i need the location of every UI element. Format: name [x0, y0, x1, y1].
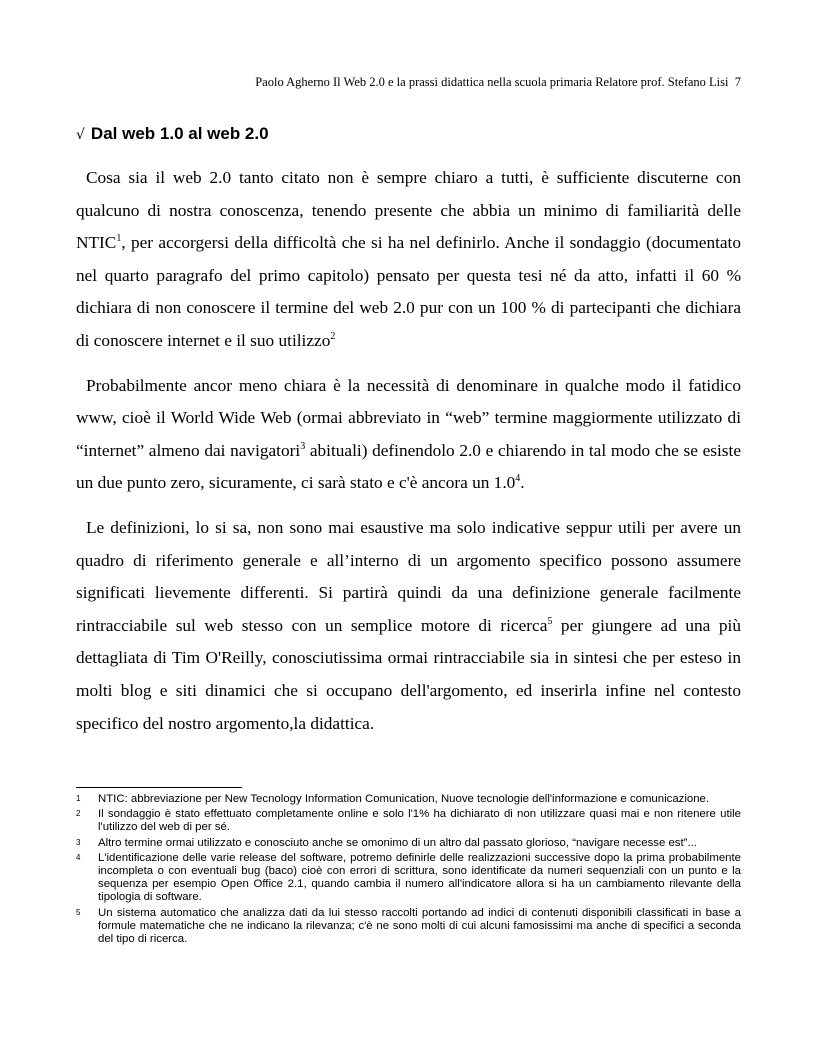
footnote-number: 1: [76, 794, 81, 803]
section-title: Dal web 1.0 al web 2.0: [90, 124, 269, 143]
footnote-3: [76, 837, 741, 850]
section-heading: [76, 124, 741, 144]
footnote-1: [76, 793, 741, 806]
footnote-ref-4[interactable]: 4: [515, 473, 521, 485]
footnote-text: Altro termine ormai utilizzato e conosciuto anche se omonimo di un altro dal passato glorioso, “navigare necesse est”...: [98, 836, 697, 849]
footnote-4: [76, 852, 741, 905]
footnote-ref-1[interactable]: 1: [116, 233, 122, 245]
footnote-2: [76, 808, 741, 834]
footnote-5: [76, 907, 741, 947]
footnote-text: Il sondaggio è stato effettuato completamente online e solo l'1% ha dichiarato di non utilizzare quasi mai e non ritenere utile l'utilizzo del web di per sé.: [98, 808, 741, 834]
footnote-text: NTIC: abbreviazione per New Tecnology Information Comunication, Nuove tecnologie dell'informazione e comunicazione.: [98, 793, 710, 805]
paragraph-2-text-a: Probabilmente ancor meno chiara è la necessità di denominare in qualche modo il fatidico www, cioè il World Wide Web (ormai abbreviato in “web” termine maggiormente utilizzato di “internet” almeno dai navigatori: [76, 375, 741, 460]
paragraph-3-text-b: per giungere ad una più dettagliata di Tim O'Reilly, conosciutissima ormai rintracciabile sia in sintesi che per esteso in molti blog e siti dinamici che si occupano dell'argomento, ed inserirla infine nel contesto specifico del nostro argomento,la didattica.: [76, 615, 741, 733]
footnotes: [76, 793, 741, 948]
paragraph-3: [76, 512, 741, 740]
footnote-text: L'identificazione delle varie release del software, potremo definirle delle realizzazioni successive dopo la prima probabilmente incompleta o con eventuali bug (baco) cioè con errori di scrittura, sono identificate da numeri sequenziali con un punto e la sequenza per esempio Open Office 2.1, quando cambia il numero all'indicatore allora si ha un cambiamento rilevante della tipologia di software.: [98, 851, 741, 904]
paragraph-2-text-c: .: [520, 473, 525, 493]
page-number: 7: [734, 75, 741, 89]
paragraph-1-text-b: , per accorgersi della difficoltà che si ha nel definirlo. Anche il sondaggio (documentato nel quarto paragrafo del primo capitolo) pensato per questa tesi né da atto, infatti il 60 % dichiara di non conoscere il termine del web 2.0 pur con un 100 % di partecipanti che dichiara di conoscere internet e il suo utilizzo: [76, 233, 741, 350]
footnote-ref-5[interactable]: 5: [547, 615, 553, 627]
footnote-ref-3[interactable]: 3: [300, 440, 306, 452]
paragraph-3-text-a: Le definizioni, lo si sa, non sono mai esaustive ma solo indicative seppur utili per avere un quadro di riferimento generale e all’interno di un argomento specifico possono assumere significati lievemente differenti. Si partirà quindi da una definizione generale facilmente rintracciabile sul web stesso con un semplice motore di ricerca: [76, 517, 741, 635]
footnote-ref-2[interactable]: 2: [330, 331, 336, 343]
check-mark-icon: √: [76, 127, 85, 143]
paragraph-2: [76, 370, 741, 500]
footnote-divider: [76, 787, 242, 788]
footnote-number: 4: [76, 852, 81, 862]
body-text: [76, 162, 741, 752]
paragraph-2-text-b: abituali) definendolo 2.0 e chiarendo in tal modo che se esiste un due punto zero, sicuramente, ci sarà stato e c'è ancora un 1.0: [76, 440, 741, 493]
running-title: Paolo Agherno Il Web 2.0 e la prassi didattica nella scuola primaria Relatore prof. Stefano Lisi: [255, 75, 729, 89]
footnote-text: Un sistema automatico che analizza dati da lui stesso raccolti portando ad indici di contenuti disponibili classificati in base a formule matematiche che ne indicano la rilevanza; c'è ne sono molti di cui alcuni famosissimi ma anche di specifici a seconda del tipo di ricerca.: [98, 906, 741, 946]
paragraph-1: [76, 162, 741, 358]
footnote-number: 2: [76, 809, 81, 819]
footnote-number: 3: [76, 837, 81, 847]
paragraph-1-text-a: Cosa sia il web 2.0 tanto citato non è sempre chiaro a tutti, è sufficiente discuterne con qualcuno di nostra conoscenza, tenendo presente che abbia un minimo di familiarità delle NTIC: [76, 168, 741, 253]
footnote-number: 5: [76, 907, 81, 917]
running-header: [76, 75, 741, 90]
